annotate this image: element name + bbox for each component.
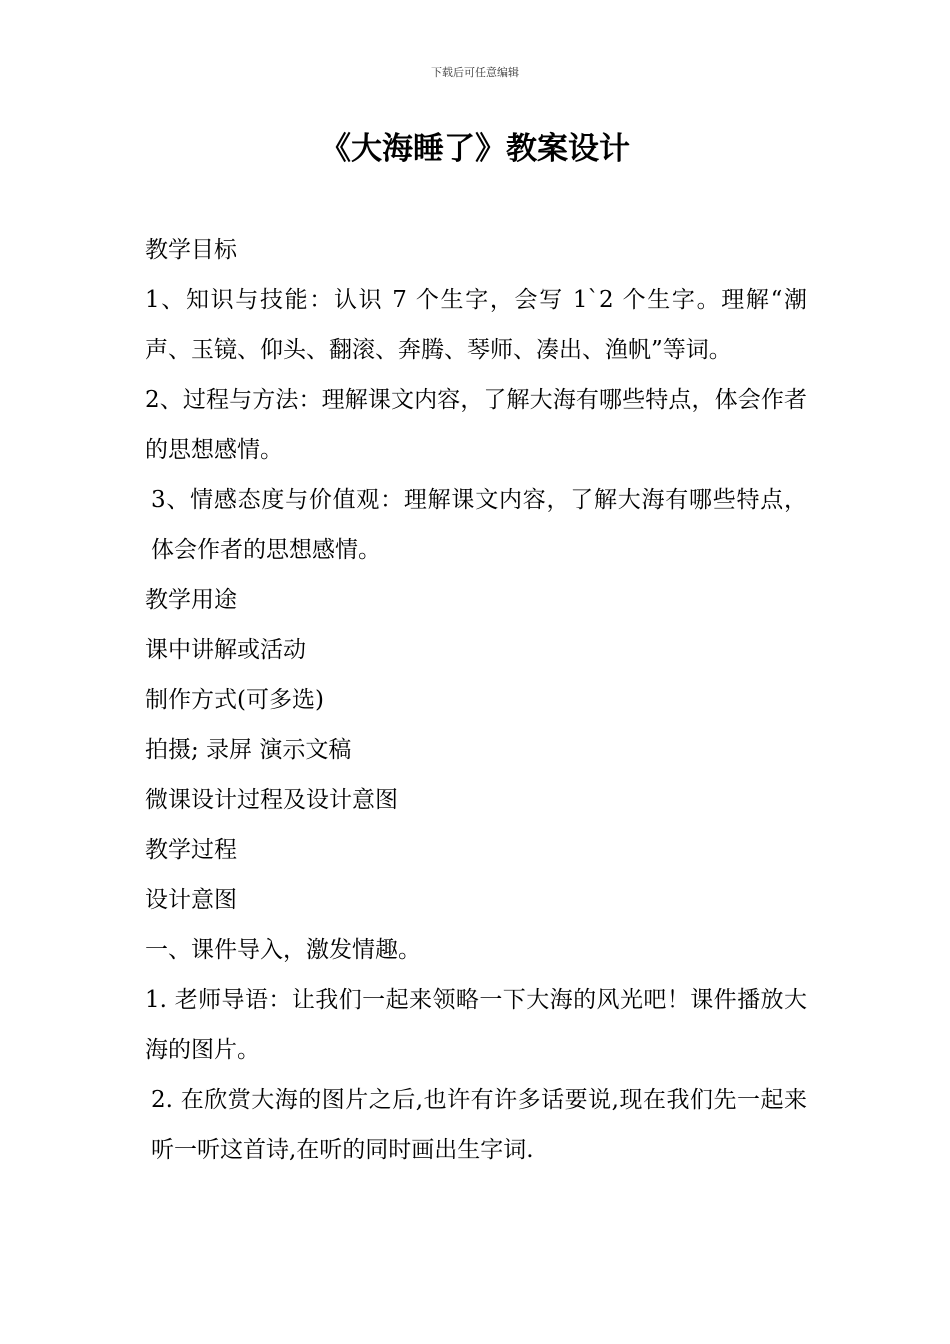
section-heading-production: 制作方式(可多选) (145, 687, 324, 713)
objective-emotion-values: 3、情感态度与价值观：理解课文内容，了解大海有哪些特点，体会作者的思想感情。 (151, 487, 807, 563)
objective-process-methods: 2、过程与方法：理解课文内容，了解大海有哪些特点，体会作者的思想感情。 (145, 387, 807, 463)
step-one-heading: 一、课件导入，激发情趣。 (145, 937, 421, 963)
section-heading-usage: 教学用途 (145, 587, 237, 613)
section-heading-design-intent: 设计意图 (145, 887, 237, 913)
header-note: 下载后可任意编辑 (431, 66, 519, 79)
production-value: 拍摄; 录屏 演示文稿 (145, 737, 352, 763)
objective-knowledge-skills: 1、知识与技能：认识 7 个生字，会写 1`2 个生字。理解“潮声、玉镜、仰头、翻滚、奔腾、琴师、凑出、渔帆”等词。 (145, 287, 807, 363)
section-heading-teaching-process: 教学过程 (145, 837, 237, 863)
section-heading-design-process: 微课设计过程及设计意图 (145, 787, 398, 813)
section-heading-objectives: 教学目标 (145, 237, 237, 263)
document-title: 《大海睡了》教案设计 (320, 131, 630, 167)
step-one-item-2: 2. 在欣赏大海的图片之后,也许有许多话要说,现在我们先一起来听一听这首诗,在听的同时画出生字词. (151, 1087, 807, 1163)
usage-value: 课中讲解或活动 (145, 637, 306, 663)
step-one-item-1: 1. 老师导语：让我们一起来领略一下大海的风光吧！课件播放大海的图片。 (145, 987, 807, 1063)
document-body (145, 225, 807, 1175)
